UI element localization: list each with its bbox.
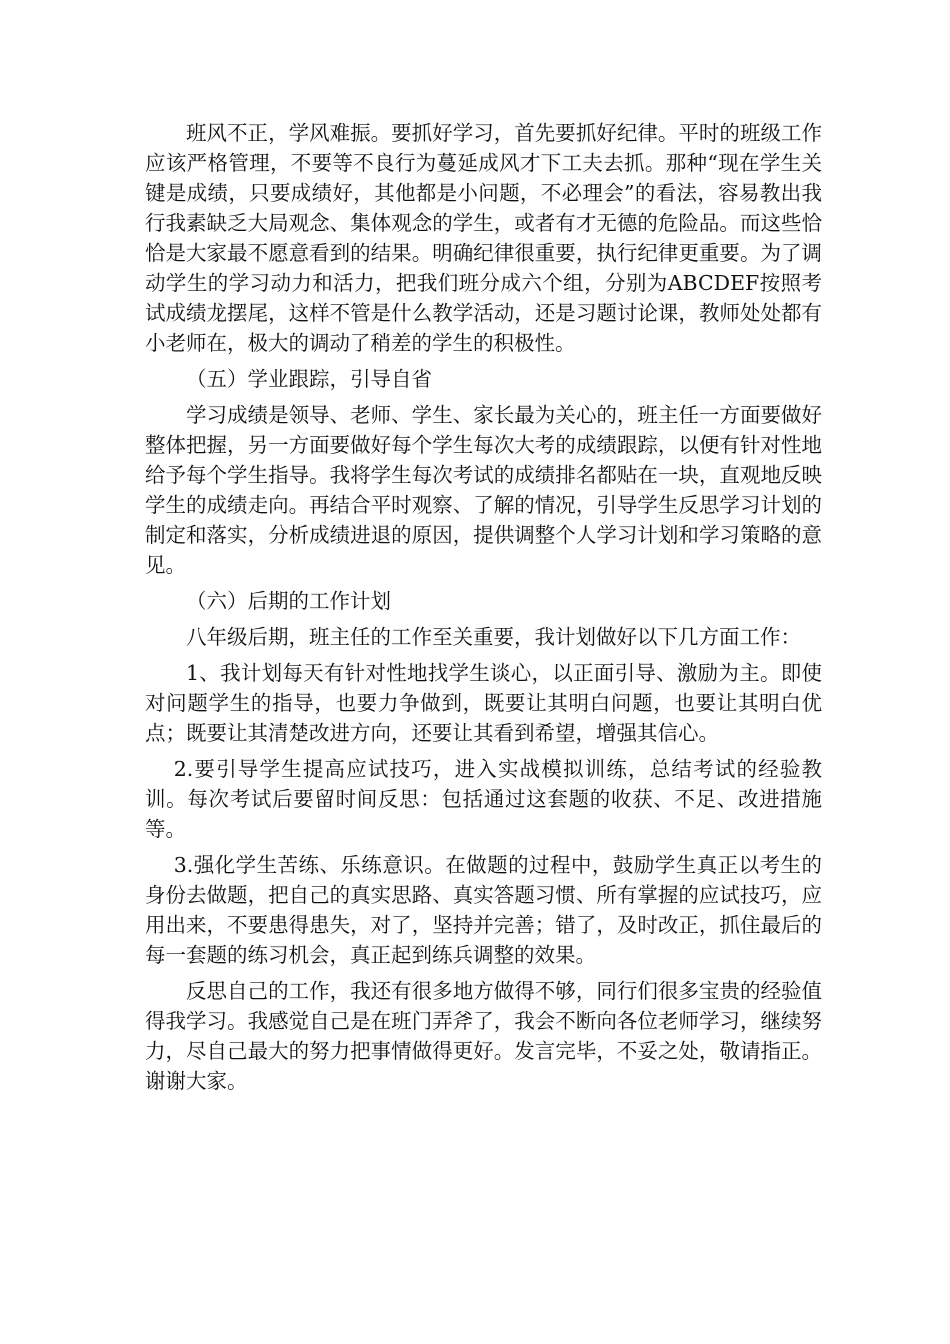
paragraph-closing: 反思自己的工作，我还有很多地方做得不够，同行们很多宝贵的经验值得我学习。我感觉自己是在班门弄斧了，我会不断向各位老师学习，继续努力，尽自己最大的努力把事情做得更好。发言完毕，不妥之处，敬请指正。谢谢大家。 — [145, 979, 822, 1093]
plan-item-3: 3.强化学生苦练、乐练意识。在做题的过程中，鼓励学生真正以考生的身份去做题，把自己的真实思路、真实答题习惯、所有掌握的应试技巧，应用出来，不要患得患失，对了，坚持并完善；错了，及时改正，抓住最后的每一套题的练习机会，真正起到练兵调整的效果。 — [145, 853, 822, 967]
paragraph-discipline: 班风不正，学风难振。要抓好学习，首先要抓好纪律。平时的班级工作应该严格管理，不要等不良行为蔓延成风才下工夫去抓。那种“现在学生关键是成绩，只要成绩好，其他都是小问题，不必理会”的看法，容易教出我行我素缺乏大局观念、集体观念的学生，或者有才无德的危险品。而这些恰恰是大家最不愿意看到的结果。明确纪律很重要，执行纪律更重要。为了调动学生的学习动力和活力，把我们班分成六个组，分别为ABCDEF按照考试成绩龙摆尾，这样不管是什么教学活动，还是习题讨论课，教师处处都有小老师在，极大的调动了稍差的学生的积极性。 — [145, 121, 822, 355]
section-heading-five: （五）学业跟踪，引导自省 — [186, 367, 432, 391]
section-heading-six: （六）后期的工作计划 — [186, 589, 391, 613]
plan-item-1: 1、我计划每天有针对性地找学生谈心，以正面引导、激励为主。即使对问题学生的指导，也要力争做到，既要让其明白问题，也要让其明白优点；既要让其清楚改进方向，还要让其看到希望，增强其信心。 — [145, 661, 822, 745]
plan-item-2: 2.要引导学生提高应试技巧，进入实战模拟训练，总结考试的经验教训。每次考试后要留时间反思：包括通过这套题的收获、不足、改进措施等。 — [145, 757, 822, 841]
paragraph-academic-tracking: 学习成绩是领导、老师、学生、家长最为关心的，班主任一方面要做好整体把握，另一方面要做好每个学生每次大考的成绩跟踪，以便有针对性地给予每个学生指导。我将学生每次考试的成绩排名都贴在一块，直观地反映学生的成绩走向。再结合平时观察、了解的情况，引导学生反思学习计划的制定和落实，分析成绩进退的原因，提供调整个人学习计划和学习策略的意见。 — [145, 403, 822, 577]
document-page — [145, 118, 822, 1102]
paragraph-later-plan-intro: 八年级后期，班主任的工作至关重要，我计划做好以下几方面工作： — [186, 625, 801, 649]
